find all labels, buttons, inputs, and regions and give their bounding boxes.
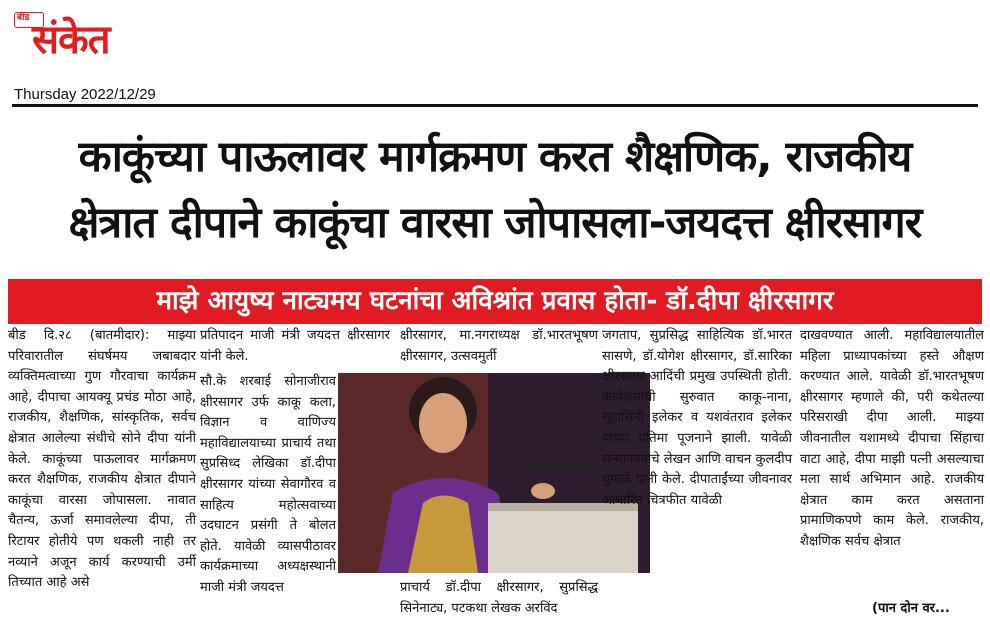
column-2-text: सौ.के शरबाई सोनाजीराव क्षीरसागर उर्फ काकू कला, विज्ञान व वाणिज्य महाविद्यालयाच्या प्राचार्य तथा सुप्रसिध्द लेखिका डॉ.दीपा क्षीरसागर यांच्या सेवागौरव व साहित्य महोत्सवाच्या उदघाटन प्रसंगी ते बोलत होते. यावेळी व्यासपीठावर कार्यक्रमाच्या अध्यक्षस्थानी माजी मंत्री जयदत्त xyxy=(200,374,336,595)
masthead-brand: संकेत xyxy=(32,17,110,63)
article-column-2 xyxy=(200,372,336,599)
column-5-text: दाखवण्यात आली. महाविद्यालयातील महिला प्राध्यापकांच्या हस्ते औक्षण करण्यात आले. यावेळी डॉ.भारतभूषण क्षीरसागर म्हणाले की, परी कथेतल्या परिसराखी दीपा आली. माझ्या जीवनातील यशामध्ये दीपाचा सिंहाचा वाटा आहे, दीपा माझी पत्नी असल्याचा मला सार्थ अभिमान आहे. राजकीय क्षेत्रात काम करत असताना प्रामाणिकपणे काम केले. राजकीय, शैक्षणिक सर्वच क्षेत्रात xyxy=(800,328,984,549)
article-column-3-top xyxy=(400,326,598,367)
column-2-lead: प्रतिपादन माजी मंत्री जयदत्त क्षीरसागर यांनी केले. xyxy=(200,328,390,364)
headline-line-2: क्षेत्रात दीपाने काकूंचा वारसा जोपासला-जयदत्त क्षीरसागर xyxy=(68,198,922,248)
article-column-2-top xyxy=(200,326,390,367)
continued-marker: (पान दोन वर... xyxy=(872,601,950,616)
column-3-lead: क्षीरसागर, मा.नगराध्यक्ष डॉ.भारतभूषण क्षीरसागर, उत्सवमुर्ती xyxy=(400,328,598,364)
newspaper-logo xyxy=(14,8,174,70)
dateline: Thursday 2022/12/29 xyxy=(14,86,156,103)
photo-caption: प्राचार्य डॉ.दीपा क्षीरसागर, सुप्रसिद्ध सिनेनाट्य, पटकथा लेखक अरविंद xyxy=(400,580,598,616)
subheadline-banner: माझे आयुष्य नाट्यमय घटनांचा अविश्रांत प्रवास होता- डॉ.दीपा क्षीरसागर xyxy=(8,279,982,324)
article-column-1 xyxy=(8,326,196,594)
seal-text: बीड xyxy=(17,13,30,23)
column-1-text: बीड दि.२८ (बातमीदार): माझ्या परिवारातील संघर्षमय जबाबदार व्यक्तिमत्वाच्या गुण गौरवाचा कार्यक्रम आहे, दीपाचा आयक्यू प्रचंड मोठा आहे, राजकीय, शैक्षणिक, सांस्कृतिक, सर्वच क्षेत्रात आलेल्या संधीचे सोने दीपा यांनी केले. काकूंच्या पाऊलावर मार्गक्रमण करत शैक्षणिक, राजकीय क्षेत्रात दीपाने काकूंचा वारसा जोपासला. नावात चैतन्य, ऊर्जा समावलेल्या दीपा, ती रिटायर होतीये पण थकली नाही तर नव्याने अजून कार्य करण्याची उर्मी तिच्यात आहे असे xyxy=(8,328,196,591)
article-column-4 xyxy=(602,326,792,511)
masthead-rule xyxy=(12,104,978,107)
column-4-text: जगताप, सुप्रसिद्ध साहित्यिक डॉ.भारत सासणे, डॉ.योगेश क्षीरसागर, डॉ.सारिका क्षीरसागर आदिंची प्रमुख उपस्थिती होती. कार्यक्रमाची सुरुवात काकू-नाना, सुहासिनी इलेकर व यशवंतराव इलेकर यांच्या प्रतिमा पूजनाने झाली. यावेळी सन्मानपत्राचे लेखन आणि वाचन कुलदीप धुमाळे यांनी केले. दीपाताईंच्या जीवनावर आधारित चित्रफीत यावेळी xyxy=(602,328,792,508)
headline-line-1: काकूंच्या पाऊलावर मार्गक्रमण करत शैक्षणिक, राजकीय xyxy=(78,132,912,182)
article-column-5 xyxy=(800,326,984,553)
